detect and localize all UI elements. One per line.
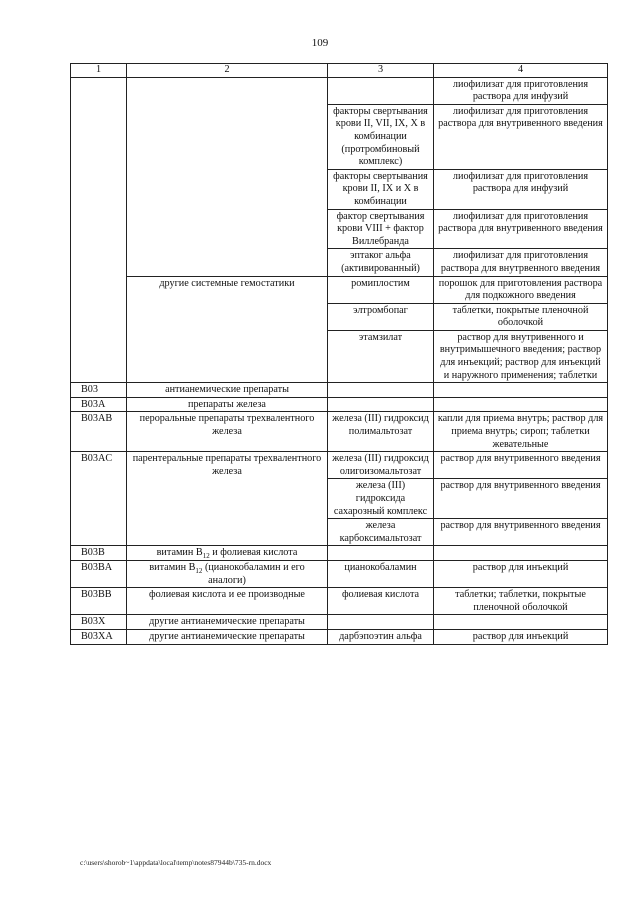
substance-cell: ромиплостим <box>328 276 434 303</box>
table-row <box>71 412 608 452</box>
header-cell: 4 <box>434 64 608 78</box>
header-cell: 2 <box>127 64 328 78</box>
form-cell: раствор для внутривенного введения <box>434 452 608 479</box>
group-cell: препараты железа <box>127 397 328 412</box>
substance-cell <box>328 397 434 412</box>
atc-code-cell: B03X <box>71 615 127 630</box>
group-text: (цианокобаламин и его аналоги) <box>202 561 305 586</box>
drug-table <box>70 63 608 645</box>
table-row <box>71 546 608 561</box>
atc-code-cell: B03XA <box>71 629 127 644</box>
table-row <box>71 629 608 644</box>
form-cell: лиофилизат для приготовления раствора для внутривенного введения <box>434 104 608 169</box>
form-cell: лиофилизат для приготовления раствора для внутрвенного введения <box>434 249 608 276</box>
group-cell: фолиевая кислота и ее производные <box>127 588 328 615</box>
substance-cell <box>328 546 434 561</box>
substance-cell <box>328 383 434 398</box>
file-path-footer: c:\users\shorob~1\appdata\local\temp\notes87944b\735-rn.docx <box>80 858 272 867</box>
page-number: 109 <box>311 37 329 49</box>
table-row <box>71 615 608 630</box>
form-cell: раствор для внутривенного введения <box>434 479 608 519</box>
atc-code-cell: B03B <box>71 546 127 561</box>
substance-cell: факторы свертывания крови II, IX и X в комбинации <box>328 169 434 209</box>
group-cell: другие антианемические препараты <box>127 615 328 630</box>
group-text: и фолиевая кислота <box>209 547 298 559</box>
substance-cell <box>328 615 434 630</box>
header-cell: 1 <box>71 64 127 78</box>
atc-code-cell: B03BB <box>71 588 127 615</box>
group-cell: парентеральные препараты трехвалентного железа <box>127 452 328 546</box>
table-row <box>71 560 608 587</box>
group-cell <box>127 77 328 276</box>
substance-cell: железа (III) гидроксид олигоизомальтозат <box>328 452 434 479</box>
substance-cell <box>328 77 434 104</box>
form-cell: лиофилизат для приготовления раствора для инфузий <box>434 169 608 209</box>
atc-code-cell: B03BA <box>71 560 127 587</box>
group-text: витамин B <box>156 547 203 559</box>
form-cell: таблетки, покрытые пленочной оболочкой <box>434 303 608 330</box>
form-cell: раствор для внутривенного и внутримышечного введения; раствор для инъекций; раствор для инъекций и наружного применения; таблетки <box>434 330 608 382</box>
substance-cell: фолиевая кислота <box>328 588 434 615</box>
group-cell: другие системные гемостатики <box>127 276 328 383</box>
group-subscript: 12 <box>195 567 203 575</box>
group-cell <box>127 560 328 587</box>
form-cell: раствор для внутривенного введения <box>434 519 608 546</box>
group-cell: пероральные препараты трехвалентного железа <box>127 412 328 452</box>
substance-cell: фактор свертывания крови VIII + фактор Виллебранда <box>328 209 434 249</box>
table-row <box>71 452 608 479</box>
table-row <box>71 588 608 615</box>
substance-cell: железа карбоксимальтозат <box>328 519 434 546</box>
form-cell: раствор для инъекций <box>434 560 608 587</box>
table-header-row <box>71 64 608 78</box>
atc-code-cell: B03 <box>71 383 127 398</box>
group-cell <box>127 546 328 561</box>
form-cell: капли для приема внутрь; раствор для приема внутрь; сироп; таблетки жевательные <box>434 412 608 452</box>
substance-cell: эптаког альфа (активированный) <box>328 249 434 276</box>
atc-code-cell: B03AC <box>71 452 127 546</box>
table-row <box>71 276 608 303</box>
form-cell: лиофилизат для приготовления раствора для внутривенного введения <box>434 209 608 249</box>
table-row <box>71 77 608 104</box>
group-subscript: 12 <box>202 552 210 561</box>
form-cell <box>434 397 608 412</box>
form-cell: таблетки; таблетки, покрытые пленочной оболочкой <box>434 588 608 615</box>
table-row <box>71 397 608 412</box>
header-cell: 3 <box>328 64 434 78</box>
substance-cell: дарбэпоэтин альфа <box>328 629 434 644</box>
substance-cell: железа (III) гидроксид полимальтозат <box>328 412 434 452</box>
form-cell <box>434 546 608 561</box>
substance-cell: этамзилат <box>328 330 434 382</box>
substance-cell: цианокобаламин <box>328 560 434 587</box>
atc-code-cell <box>71 77 127 383</box>
form-cell <box>434 615 608 630</box>
group-cell: антианемические препараты <box>127 383 328 398</box>
substance-cell: элтромбопаг <box>328 303 434 330</box>
atc-code-cell: B03AB <box>71 412 127 452</box>
table-row <box>71 383 608 398</box>
group-cell: другие антианемические препараты <box>127 629 328 644</box>
substance-cell: факторы свертывания крови II, VII, IX, X в комбинации (протромбиновый комплекс) <box>328 104 434 169</box>
form-cell: порошок для приготовления раствора для подкожного введения <box>434 276 608 303</box>
substance-cell: железа (III) гидроксида сахарозный комплекс <box>328 479 434 519</box>
form-cell: раствор для инъекций <box>434 629 608 644</box>
group-text: витамин B <box>149 561 196 573</box>
form-cell <box>434 383 608 398</box>
atc-code-cell: B03A <box>71 397 127 412</box>
form-cell: лиофилизат для приготовления раствора для инфузий <box>434 77 608 104</box>
